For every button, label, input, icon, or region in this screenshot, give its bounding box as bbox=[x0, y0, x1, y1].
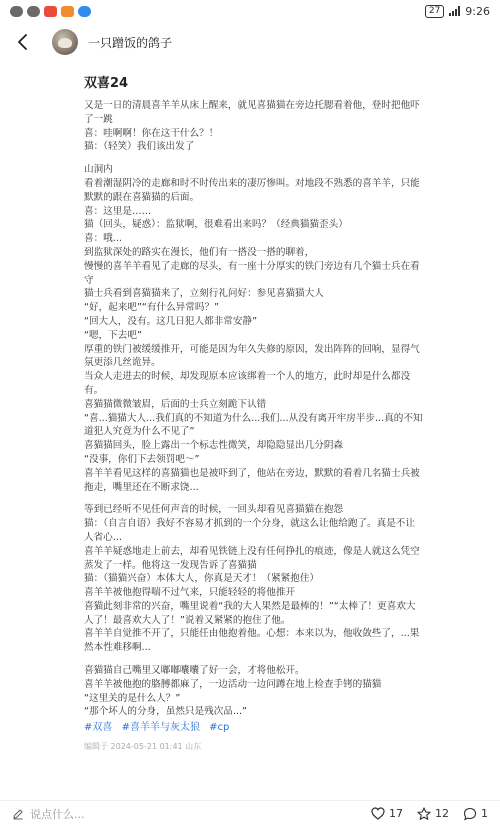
article-paragraph: “嗯，下去吧” bbox=[84, 329, 142, 341]
edit-meta: 编辑于 2024-05-21 01:41 山东 bbox=[84, 742, 202, 752]
like-button[interactable] bbox=[371, 807, 403, 820]
tag-list bbox=[84, 721, 424, 735]
paragraph-gap bbox=[84, 494, 424, 503]
article-paragraph: 当众人走进去的时候，却发现原本应该绑着一个人的地方，此时却是什么都没有。 bbox=[84, 371, 411, 396]
chevron-left-icon bbox=[17, 34, 29, 50]
shopping-icon bbox=[61, 6, 74, 17]
article-paragraph: 喜猫猫回头，脸上露出一个标志性微笑，却隐隐显出几分阴森 bbox=[84, 440, 344, 452]
article-paragraph: “好，起来吧”“有什么异常吗？” bbox=[84, 302, 220, 314]
heart-icon bbox=[371, 807, 385, 820]
post-header bbox=[0, 24, 500, 60]
article-paragraph: 猫：（猫猫兴奋）本体大人，你真是天才！（紧紧抱住） bbox=[84, 573, 320, 585]
comment-button[interactable] bbox=[463, 807, 488, 821]
article-paragraph: 喜羊羊自觉推不开了，只能任由他抱着他。心想：本来以为，他收敛些了，...果然本性难移啊... bbox=[84, 628, 420, 654]
qq-icon-2 bbox=[27, 6, 40, 17]
article-paragraph: 猫士兵看到喜猫猫来了，立刻行礼问好：参见喜猫猫大人 bbox=[84, 288, 324, 300]
article-paragraph: 喜：哇啊啊！你在这干什么？！ bbox=[84, 127, 219, 139]
favorite-count: 12 bbox=[435, 807, 449, 820]
bottom-bar bbox=[0, 800, 500, 826]
article-paragraph: “没事，你们下去领罚吧～” bbox=[84, 453, 200, 465]
comment-bubble-icon bbox=[463, 807, 477, 821]
system-status bbox=[425, 5, 490, 18]
favorite-button[interactable] bbox=[417, 807, 449, 821]
article-title: 双喜24 bbox=[84, 76, 129, 91]
article-paragraph: 又是一日的清晨喜羊羊从床上醒来，就见喜猫猫在旁边托腮看着他，登时把他吓了一跳 bbox=[84, 100, 420, 125]
article-paragraph: 慢慢的喜羊羊看见了走廊的尽头，有一座十分厚实的铁门旁边有几个猫士兵在看守 bbox=[84, 260, 420, 286]
article-paragraph: 猫：（轻笑）我们该出发了 bbox=[84, 141, 195, 153]
qq-icon bbox=[10, 6, 23, 17]
article bbox=[84, 72, 424, 752]
article-paragraph: 到监狱深处的路实在漫长，他们有一搭没一搭的聊着， bbox=[84, 246, 315, 258]
like-count: 17 bbox=[389, 807, 403, 820]
taobao-icon bbox=[44, 6, 57, 17]
article-body bbox=[84, 99, 424, 719]
paragraph-gap bbox=[84, 154, 424, 163]
article-paragraph: 喜：哦... bbox=[84, 233, 122, 245]
article-paragraph: “回大人，没有。这几日犯人都非常安静” bbox=[84, 315, 258, 327]
tag-xiyangyang[interactable]: #喜羊羊与灰太狼 bbox=[121, 722, 200, 734]
tag-cp[interactable]: #cp bbox=[209, 722, 230, 734]
notification-icons bbox=[10, 6, 91, 17]
author-avatar[interactable] bbox=[52, 29, 78, 55]
comment-count: 1 bbox=[481, 807, 488, 820]
back-button[interactable] bbox=[12, 31, 34, 53]
status-bar bbox=[0, 0, 500, 22]
article-paragraph: 喜猫此刻非常的兴奋，嘴里说着“我的大人果然是最棒的！”“太棒了！更喜欢大人了！最喜欢大人了！”说着又紧紧的抱住了他。 bbox=[84, 600, 416, 626]
pencil-icon bbox=[12, 808, 24, 820]
tag-shuangxi[interactable]: #双喜 bbox=[84, 722, 113, 734]
comment-input[interactable] bbox=[12, 806, 85, 822]
article-paragraph: 看着潮湿阴冷的走廊和时不时传出来的凄厉惨叫。对地段不熟悉的喜羊羊，只能默默的跟在喜猫猫的后面。 bbox=[84, 177, 420, 203]
paragraph-gap bbox=[84, 655, 424, 664]
comment-placeholder: 说点什么... bbox=[30, 807, 85, 821]
star-icon bbox=[417, 807, 431, 821]
article-paragraph: 喜羊羊被他抱得喘不过气来，只能轻轻的将他推开 bbox=[84, 587, 296, 599]
article-paragraph: 喜猫猫自己嘴里又嘟嘟囔囔了好一会，才将他松开。 bbox=[84, 665, 305, 677]
article-paragraph: 喜羊羊看见这样的喜猫猫也是被吓到了，他站在旁边，默默的看着几名猫士兵被拖走，嘴里还在不断求饶... bbox=[84, 467, 420, 493]
article-paragraph: 喜：这里是…… bbox=[84, 205, 152, 217]
article-paragraph: 猫：（自言自语）我好不容易才抓到的一个分身，就这么让他给跑了。真是不让人省心... bbox=[84, 518, 415, 543]
article-paragraph: 喜羊羊被他抱的胳膊都麻了，一边活动一边问蹲在地上检查手铐的猫猫 bbox=[84, 678, 382, 690]
article-paragraph: 厚重的铁门被缓缓推开，可能是因为年久失修的原因，发出阵阵的回响，显得气氛更添几丝诡异。 bbox=[84, 343, 420, 369]
author-name[interactable]: 一只蹭饭的鸽子 bbox=[88, 35, 173, 50]
article-paragraph: 喜羊羊疑惑地走上前去，却看见铁链上没有任何挣扎的痕迹，像是人就这么凭空蒸发了一样。他将这一发现告诉了喜猫猫 bbox=[84, 545, 420, 571]
article-paragraph: “那个坏人的分身，虽然只是残次品...” bbox=[84, 706, 247, 718]
clock: 9:26 bbox=[465, 4, 490, 18]
article-paragraph: 等到已经听不见任何声音的时候，一回头却看见喜猫猫在抱怨 bbox=[84, 504, 344, 516]
app-notification-icon bbox=[78, 6, 91, 17]
article-paragraph: “这里关的是什么人？” bbox=[84, 692, 181, 704]
action-group bbox=[371, 807, 488, 821]
article-paragraph: 猫（回头，疑惑）：监狱啊，很难看出来吗？（经典猫猫歪头） bbox=[84, 219, 348, 231]
article-paragraph: “喜...猫猫大人...我们真的不知道为什么...我们...从没有离开牢房半步...真的不知道犯人究竟为什么不见了” bbox=[84, 412, 423, 438]
article-paragraph: 喜猫猫微微皱眉，后面的士兵立刻跪下认错 bbox=[84, 398, 267, 410]
signal-icon bbox=[449, 6, 460, 16]
article-paragraph: 山洞内 bbox=[84, 164, 113, 176]
battery-icon: 27 bbox=[425, 5, 444, 18]
